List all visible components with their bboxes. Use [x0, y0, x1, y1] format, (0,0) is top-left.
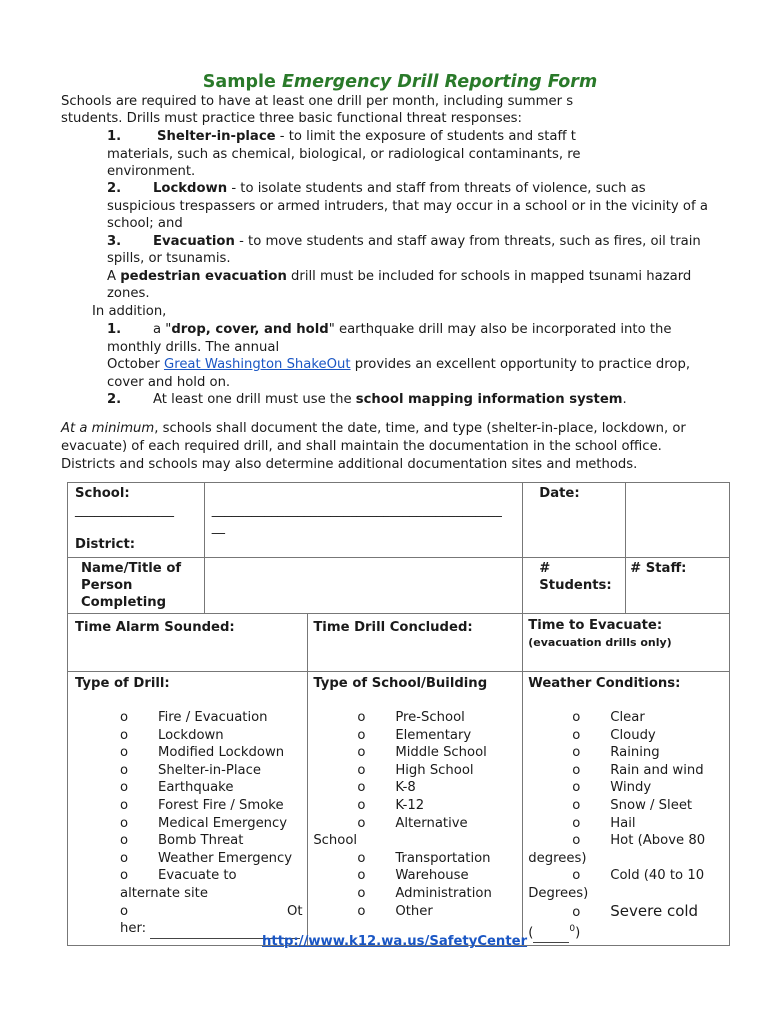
weather-option-cold[interactable]: o Cold (40 to 10: [572, 868, 705, 884]
entry-blank-2: __: [211, 520, 225, 535]
school-option[interactable]: o Middle School: [357, 745, 487, 761]
weather-options: [528, 709, 722, 850]
drill-option[interactable]: o Earthquake: [120, 780, 234, 796]
weather-option[interactable]: o Clear: [572, 710, 645, 725]
alarm-label: Time Alarm Sounded:: [75, 620, 235, 635]
weather-option[interactable]: o Cloudy: [572, 727, 656, 743]
intro-line-1: Schools are required to have at least one drill per month, including summer s: [61, 94, 574, 109]
type-of-school-cell: Type of School/Building o Pre-School o Elementary o Middle School o High School o K-8 o K-12 o Alternative School o Transportation o Warehouse o Administration o Other: [308, 672, 523, 946]
type-school-label: Type of School/Building: [313, 676, 488, 691]
page-title: [0, 72, 770, 92]
date-label: Date:: [539, 486, 580, 501]
school-option[interactable]: o K-12: [357, 797, 425, 813]
weather-option[interactable]: o Snow / Sleet: [572, 797, 693, 813]
response-lockdown-line-2: suspicious trespassers or armed intruders, that may occur in a school or in the vicinity of a: [107, 199, 708, 214]
evacuate-time-cell[interactable]: [523, 614, 730, 672]
school-district-cell[interactable]: [68, 483, 205, 558]
intro-line-2: students. Drills must practice three basic functional threat responses:: [61, 111, 522, 126]
drill-options: o Fire / Evacuation o Lockdown o Modified Lockdown o Shelter-in-Place o Earthquake o Forest Fire / Smoke o Medical Emergency o Bomb Threat o Weather Emergency o Evacuate to alternate site o Ot her:: [75, 709, 300, 939]
response-lockdown: 2. Lockdown - to isolate students and staff from threats of violence, such as: [107, 181, 646, 196]
school-option[interactable]: o Other: [357, 903, 433, 919]
response-lockdown-line-3: school; and: [107, 216, 183, 231]
school-option[interactable]: o Administration: [357, 885, 492, 901]
school-option[interactable]: o Transportation: [357, 850, 491, 866]
drill-option-evacuate[interactable]: o Evacuate to: [120, 868, 237, 884]
minimum-line-3: Districts and schools may also determine additional documentation sites and methods.: [61, 457, 638, 472]
weather-option[interactable]: o Windy: [572, 780, 652, 796]
weather-option-hot[interactable]: o Hot (Above 80: [572, 833, 706, 849]
drill-option[interactable]: o Medical Emergency: [120, 815, 288, 831]
school-option[interactable]: o High School: [357, 762, 474, 778]
concluded-label: Time Drill Concluded:: [313, 620, 473, 635]
school-option[interactable]: o Elementary: [357, 727, 472, 743]
staff-label: # Staff:: [630, 561, 687, 576]
addition-item-1: 1. a "drop, cover, and hold" earthquake drill may also be incorporated into the: [107, 322, 672, 337]
weather-option-severe[interactable]: o Severe cold: [572, 901, 699, 920]
term-shelter: Shelter-in-place: [157, 129, 276, 144]
district-label: District:: [75, 537, 136, 552]
response-evacuation-line-2: spills, or tsunamis.: [107, 251, 231, 266]
addition-item-1-line-2: monthly drills. The annual: [107, 340, 280, 355]
school-option[interactable]: o Pre-School: [357, 710, 465, 725]
name-title-cell: Name/Title of Person Completing: [68, 558, 205, 614]
students-label: # Students:: [539, 561, 612, 593]
weather-option[interactable]: o Raining: [572, 745, 660, 761]
entry-blank: ____________________________________________: [211, 503, 502, 518]
response-evacuation: 3. Evacuation - to move students and staff away from threats, such as fires, oil train: [107, 234, 701, 249]
shakeout-link[interactable]: Great Washington ShakeOut: [163, 357, 351, 372]
title-prefix: Sample: [202, 72, 282, 92]
response-shelter-line-2: materials, such as chemical, biological, or radiological contaminants, re: [107, 147, 581, 162]
concluded-cell[interactable]: [308, 614, 523, 672]
addition-intro: In addition,: [92, 304, 167, 319]
weather-cell: Weather Conditions: o Clear o Cloudy o Raining o Rain and wind o Windy o Snow / Sleet o Hail o Hot (Above 80 degrees) o Cold (40 to 10 Degrees) o Severe cold ( $^0$): [523, 672, 730, 946]
evacuate-note: (evacuation drills only): [528, 636, 672, 649]
school-options: [313, 709, 515, 832]
term-lockdown: Lockdown: [153, 181, 228, 196]
addition-item-1-line-4: cover and hold on.: [107, 375, 231, 390]
drill-option[interactable]: o Weather Emergency: [120, 850, 293, 866]
type-drill-label: Type of Drill:: [75, 676, 170, 691]
evacuate-label: Time to Evacuate:: [528, 618, 663, 633]
drill-report-form: [67, 482, 730, 946]
addition-item-2: 2. At least one drill must use the school mapping information system.: [107, 392, 627, 407]
pedestrian-evacuation: A pedestrian evacuation drill must be included for schools in mapped tsunami hazard: [107, 269, 692, 284]
footer: [262, 934, 527, 949]
school-option[interactable]: o K-8: [357, 780, 416, 796]
title-main: Emergency Drill Reporting Form: [281, 72, 598, 92]
severe-cold-blank[interactable]: [533, 925, 569, 944]
drill-option-other[interactable]: o Ot: [120, 903, 303, 919]
students-cell[interactable]: [523, 558, 626, 614]
date-cell[interactable]: [523, 483, 626, 558]
name-title-entry-cell[interactable]: [204, 558, 523, 614]
drill-option[interactable]: o Forest Fire / Smoke: [120, 797, 284, 813]
school-option[interactable]: o Alternative: [357, 815, 468, 831]
weather-label: Weather Conditions:: [528, 676, 681, 691]
safety-center-link[interactable]: http://www.k12.wa.us/SafetyCenter: [262, 934, 528, 949]
drill-option[interactable]: o Bomb Threat: [120, 833, 244, 849]
drill-option[interactable]: o Fire / Evacuation: [120, 710, 268, 725]
drill-option[interactable]: o Shelter-in-Place: [120, 762, 261, 778]
weather-option[interactable]: o Rain and wind: [572, 762, 704, 778]
alarm-cell[interactable]: [68, 614, 308, 672]
drill-option[interactable]: o Modified Lockdown: [120, 745, 285, 761]
addition-item-1-line-3: October Great Washington ShakeOut provides an excellent opportunity to practice drop,: [107, 357, 691, 372]
date-entry-cell[interactable]: [626, 483, 730, 558]
school-label: School:: [75, 486, 130, 501]
school-option[interactable]: o Warehouse: [357, 868, 469, 884]
minimum-line-2: evacuate) of each required drill, and shall maintain the documentation in the school office.: [61, 439, 662, 454]
pedestrian-line-2: zones.: [107, 286, 150, 301]
drill-option[interactable]: o Lockdown: [120, 727, 224, 743]
weather-option[interactable]: o Hail: [572, 815, 636, 831]
staff-cell[interactable]: [626, 558, 730, 614]
type-of-drill-cell: [68, 672, 308, 946]
minimum-line-1: At a minimum, schools shall document the date, time, and type (shelter-in-place, lockdown, or: [61, 421, 686, 436]
term-evacuation: Evacuation: [153, 234, 235, 249]
school-district-entry-cell[interactable]: [204, 483, 523, 558]
response-shelter: 1. Shelter-in-place - to limit the exposure of students and staff t: [107, 129, 576, 144]
school-blank: _______________: [75, 503, 174, 518]
response-shelter-line-3: environment.: [107, 164, 196, 179]
